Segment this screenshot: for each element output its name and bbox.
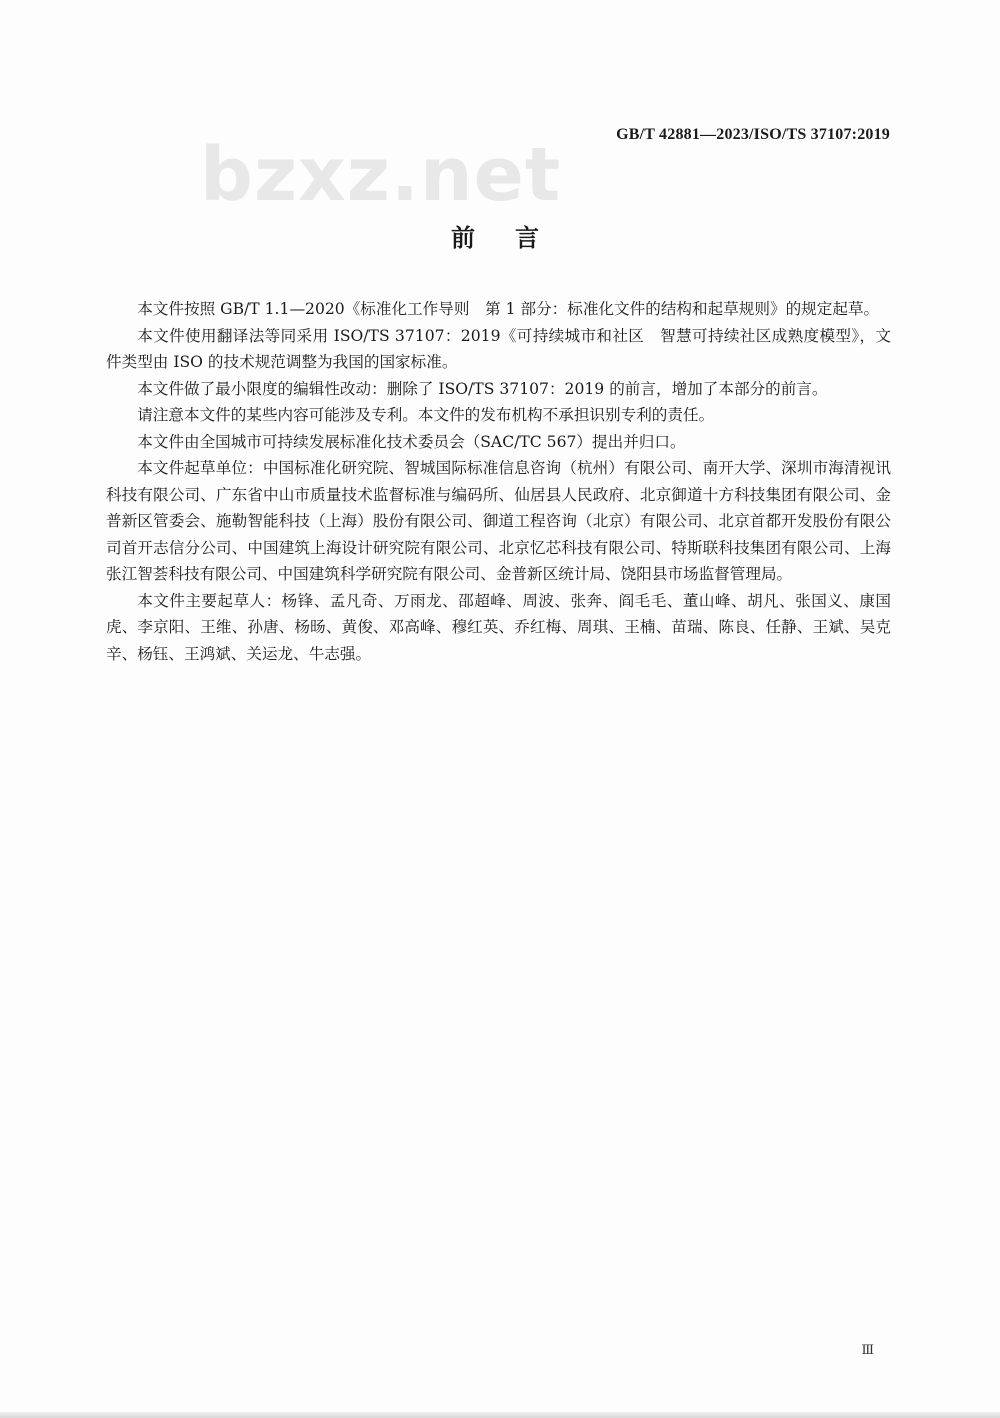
paragraph: 本文件起草单位：中国标准化研究院、智城国际标准信息咨询（杭州）有限公司、南开大学、深圳市海清视讯科技有限公司、广东省中山市质量技术监督标准与编码所、仙居县人民政府、北京御道十方科技集团有限公司、金普新区管委会、施勒智能科技（上海）股份有限公司、御道工程咨询（北京）有限公司、北京首都开发股份有限公司首开志信分公司、中国建筑上海设计研究院有限公司、北京忆芯科技有限公司、特斯联科技集团有限公司、上海张江智荟科技有限公司、中国建筑科学研究院有限公司、金普新区统计局、饶阳县市场监督管理局。 (106, 459, 891, 583)
standard-code: GB/T 42881—2023/ISO/TS 37107:2019 (616, 126, 890, 143)
page-bottom-edge (0, 1412, 1000, 1418)
paragraph: 本文件使用翻译法等同采用 ISO/TS 37107：2019《可持续城市和社区 智慧可持续社区成熟度模型》，文件类型由 ISO 的技术规范调整为我国的国家标准。 (106, 326, 891, 371)
paragraph: 请注意本文件的某些内容可能涉及专利。本文件的发布机构不承担识别专利的责任。 (137, 406, 715, 424)
foreword-body (106, 296, 891, 667)
page-number: Ⅲ (861, 1342, 874, 1357)
watermark: bzxz.net (200, 132, 562, 218)
paragraph: 本文件主要起草人：杨锋、孟凡奇、万雨龙、邵超峰、周波、张奔、阎毛毛、董山峰、胡凡、张国义、康国虎、李京阳、王维、孙唐、杨旸、黄俊、邓高峰、穆红英、乔红梅、周琪、王楠、苗瑞、陈良、任静、王斌、吴克辛、杨钰、王鸿斌、关运龙、牛志强。 (106, 591, 891, 663)
page-title: 前言 (451, 224, 579, 252)
paragraph: 本文件做了最小限度的编辑性改动：删除了 ISO/TS 37107：2019 的前言，增加了本部分的前言。 (137, 379, 828, 398)
paragraph: 本文件按照 GB/T 1.1—2020《标准化工作导则 第 1 部分：标准化文件的结构和起草规则》的规定起草。 (137, 300, 880, 318)
paragraph: 本文件由全国城市可持续发展标准化技术委员会（SAC/TC 567）提出并归口。 (137, 432, 686, 451)
